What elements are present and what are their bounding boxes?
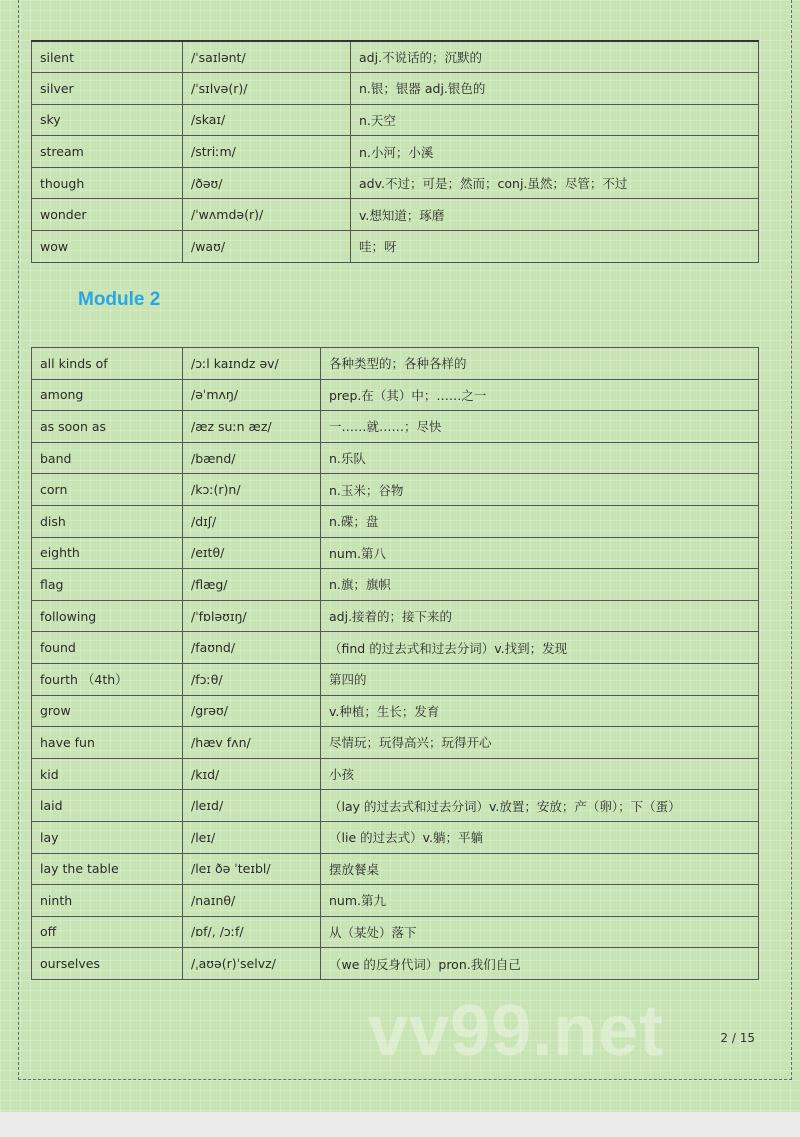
meaning-cell: n.碟；盘 xyxy=(321,505,759,537)
vocab-row xyxy=(32,948,759,980)
meaning-cell: 从（某处）落下 xyxy=(321,916,759,948)
meaning-cell: 各种类型的；各种各样的 xyxy=(321,348,759,380)
meaning-cell: 尽情玩；玩得高兴；玩得开心 xyxy=(321,727,759,759)
phonetic-cell: /faʊnd/ xyxy=(183,632,321,664)
vocab-row xyxy=(32,537,759,569)
phonetic-cell: /ˈsaɪlənt/ xyxy=(183,41,351,73)
meaning-cell: （lie 的过去式）v.躺；平躺 xyxy=(321,821,759,853)
word-cell: lay the table xyxy=(32,853,183,885)
vocab-row xyxy=(32,231,759,263)
vocab-row xyxy=(32,632,759,664)
word-cell: kid xyxy=(32,758,183,790)
word-cell: wow xyxy=(32,231,183,263)
vocab-row xyxy=(32,758,759,790)
phonetic-cell: /leɪ ðə ˈteɪbl/ xyxy=(183,853,321,885)
word-cell: among xyxy=(32,379,183,411)
vocab-row xyxy=(32,790,759,822)
phonetic-cell: /ˌaʊə(r)ˈselvz/ xyxy=(183,948,321,980)
word-cell: stream xyxy=(32,136,183,168)
word-cell: silver xyxy=(32,73,183,105)
word-cell: off xyxy=(32,916,183,948)
phonetic-cell: /ˈwʌmdə(r)/ xyxy=(183,199,351,231)
page-number: 2 / 15 xyxy=(720,1031,755,1045)
vocab-row xyxy=(32,167,759,199)
vocab-row xyxy=(32,695,759,727)
vocab-row xyxy=(32,727,759,759)
meaning-cell: v.想知道；琢磨 xyxy=(351,199,759,231)
meaning-cell: num.第八 xyxy=(321,537,759,569)
vocab-row xyxy=(32,41,759,73)
phonetic-cell: /ˈfɒləʊɪŋ/ xyxy=(183,600,321,632)
vocab-row xyxy=(32,885,759,917)
word-cell: eighth xyxy=(32,537,183,569)
word-cell: ninth xyxy=(32,885,183,917)
phonetic-cell: /ɒf/, /ɔːf/ xyxy=(183,916,321,948)
word-cell: all kinds of xyxy=(32,348,183,380)
meaning-cell: 一……就……；尽快 xyxy=(321,411,759,443)
vocab-row xyxy=(32,136,759,168)
phonetic-cell: /eɪtθ/ xyxy=(183,537,321,569)
meaning-cell: 摆放餐桌 xyxy=(321,853,759,885)
word-cell: following xyxy=(32,600,183,632)
meaning-cell: n.小河；小溪 xyxy=(351,136,759,168)
meaning-cell: num.第九 xyxy=(321,885,759,917)
phonetic-cell: /striːm/ xyxy=(183,136,351,168)
vocab-row xyxy=(32,505,759,537)
phonetic-cell: /waʊ/ xyxy=(183,231,351,263)
word-cell: flag xyxy=(32,569,183,601)
phonetic-cell: /leɪd/ xyxy=(183,790,321,822)
vocab-row xyxy=(32,916,759,948)
meaning-cell: 哇；呀 xyxy=(351,231,759,263)
phonetic-cell: /grəʊ/ xyxy=(183,695,321,727)
meaning-cell: n.天空 xyxy=(351,104,759,136)
meaning-cell: v.种植；生长；发育 xyxy=(321,695,759,727)
module-heading: Module 2 xyxy=(78,289,161,310)
meaning-cell: （find 的过去式和过去分词）v.找到；发现 xyxy=(321,632,759,664)
vocab-row xyxy=(32,73,759,105)
meaning-cell: n.旗；旗帜 xyxy=(321,569,759,601)
phonetic-cell: /naɪnθ/ xyxy=(183,885,321,917)
vocab-row xyxy=(32,663,759,695)
vocab-row xyxy=(32,442,759,474)
vocab-row xyxy=(32,411,759,443)
phonetic-cell: /leɪ/ xyxy=(183,821,321,853)
vocab-row xyxy=(32,199,759,231)
phonetic-cell: /hæv fʌn/ xyxy=(183,727,321,759)
vocab-row xyxy=(32,569,759,601)
meaning-cell: （we 的反身代词）pron.我们自己 xyxy=(321,948,759,980)
phonetic-cell: /kɔː(r)n/ xyxy=(183,474,321,506)
word-cell: lay xyxy=(32,821,183,853)
word-cell: dish xyxy=(32,505,183,537)
word-cell: have fun xyxy=(32,727,183,759)
word-cell: found xyxy=(32,632,183,664)
phonetic-cell: /bænd/ xyxy=(183,442,321,474)
word-cell: fourth （4th） xyxy=(32,663,183,695)
watermark: vv99.net xyxy=(368,991,665,1071)
meaning-cell: （lay 的过去式和过去分词）v.放置；安放；产（卵）；下（蛋） xyxy=(321,790,759,822)
word-cell: wonder xyxy=(32,199,183,231)
bottom-strip xyxy=(0,1112,800,1137)
vocab-table-module-1-tail xyxy=(31,40,759,263)
word-cell: corn xyxy=(32,474,183,506)
meaning-cell: prep.在（其）中；……之一 xyxy=(321,379,759,411)
vocab-table-module-2 xyxy=(31,347,759,980)
word-cell: as soon as xyxy=(32,411,183,443)
word-cell: ourselves xyxy=(32,948,183,980)
word-cell: sky xyxy=(32,104,183,136)
phonetic-cell: /ðəʊ/ xyxy=(183,167,351,199)
meaning-cell: adv.不过；可是；然而；conj.虽然；尽管；不过 xyxy=(351,167,759,199)
word-cell: though xyxy=(32,167,183,199)
phonetic-cell: /kɪd/ xyxy=(183,758,321,790)
phonetic-cell: /əˈmʌŋ/ xyxy=(183,379,321,411)
meaning-cell: n.银；银器 adj.银色的 xyxy=(351,73,759,105)
vocab-row xyxy=(32,600,759,632)
meaning-cell: 第四的 xyxy=(321,663,759,695)
phonetic-cell: /flæg/ xyxy=(183,569,321,601)
vocab-row xyxy=(32,853,759,885)
vocab-row xyxy=(32,821,759,853)
meaning-cell: 小孩 xyxy=(321,758,759,790)
meaning-cell: n.玉米；谷物 xyxy=(321,474,759,506)
word-cell: band xyxy=(32,442,183,474)
meaning-cell: adj.不说话的；沉默的 xyxy=(351,41,759,73)
phonetic-cell: /ˈsɪlvə(r)/ xyxy=(183,73,351,105)
vocab-row xyxy=(32,348,759,380)
phonetic-cell: /skaɪ/ xyxy=(183,104,351,136)
meaning-cell: adj.接着的；接下来的 xyxy=(321,600,759,632)
word-cell: laid xyxy=(32,790,183,822)
vocab-row xyxy=(32,379,759,411)
phonetic-cell: /fɔːθ/ xyxy=(183,663,321,695)
vocab-row xyxy=(32,474,759,506)
word-cell: silent xyxy=(32,41,183,73)
word-cell: grow xyxy=(32,695,183,727)
vocab-row xyxy=(32,104,759,136)
phonetic-cell: /ɔːl kaɪndz əv/ xyxy=(183,348,321,380)
phonetic-cell: /æz suːn æz/ xyxy=(183,411,321,443)
phonetic-cell: /dɪʃ/ xyxy=(183,505,321,537)
meaning-cell: n.乐队 xyxy=(321,442,759,474)
